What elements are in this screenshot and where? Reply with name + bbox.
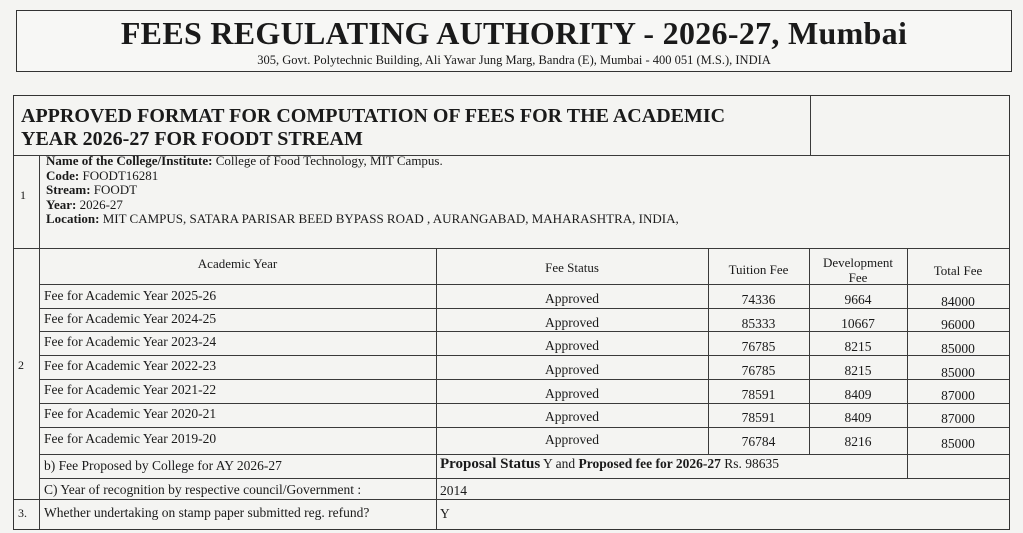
row-academic-year: Fee for Academic Year 2020-21 <box>44 406 217 421</box>
row-academic-year: Fee for Academic Year 2022-23 <box>44 358 217 373</box>
recognition-value: 2014 <box>440 483 467 498</box>
row-academic-year: Fee for Academic Year 2023-24 <box>44 334 217 349</box>
row-academic-year: Fee for Academic Year 2019-20 <box>44 431 217 446</box>
row-total-fee: 87000 <box>941 411 975 426</box>
row-fee-status: Approved <box>545 409 599 424</box>
row-line <box>39 478 1009 479</box>
row-line <box>39 308 1009 309</box>
stream-value: FOODT <box>93 182 138 198</box>
row-tuition-fee: 85333 <box>741 316 776 331</box>
number-column-divider <box>39 155 40 529</box>
row-fee-status: Approved <box>545 315 599 330</box>
row-total-fee: 84000 <box>941 294 975 309</box>
row-line <box>39 454 1009 455</box>
row-development-fee: 9664 <box>844 292 872 307</box>
row-development-fee: 8409 <box>844 387 872 402</box>
row-total-fee: 96000 <box>941 317 975 332</box>
title-divider <box>810 96 811 155</box>
row-tuition-fee: 76784 <box>741 434 776 449</box>
year-label: Year: <box>46 196 77 212</box>
college-name-value: College of Food Technology, MIT Campus. <box>215 153 443 168</box>
undertaking-label: Whether undertaking on stamp paper submitted reg. refund? <box>44 505 370 520</box>
header-development-line2: Fee <box>848 270 868 285</box>
row-total-fee: 85000 <box>941 365 975 380</box>
header-academic-year: Academic Year <box>197 256 278 271</box>
header-fee-status: Fee Status <box>545 260 599 275</box>
row-development-fee: 8216 <box>844 434 872 449</box>
row-total-fee: 85000 <box>941 436 975 451</box>
authority-title: FEES REGULATING AUTHORITY - 2026-27, Mumbai <box>120 15 908 51</box>
row-tuition-fee: 78591 <box>741 410 776 425</box>
row-academic-year: Fee for Academic Year 2024-25 <box>44 311 217 326</box>
row-line <box>39 355 1009 356</box>
undertaking-value: Y <box>440 506 450 521</box>
recognition-label: C) Year of recognition by respective council/Government : <box>44 482 362 497</box>
row-development-fee: 8215 <box>844 339 872 354</box>
proposed-fee-2026-label: Proposed fee for 2026-27 <box>578 456 721 471</box>
row-academic-year: Fee for Academic Year 2025-26 <box>44 288 217 303</box>
authority-address: 305, Govt. Polytechnic Building, Ali Yawar Jung Marg, Bandra (E), Mumbai - 400 051 (M.S.), INDIA <box>257 53 771 67</box>
section1-number: 1 <box>20 188 26 202</box>
row-development-fee: 10667 <box>841 316 875 331</box>
location-label: Location: <box>46 211 100 227</box>
college-info <box>46 154 679 227</box>
row-tuition-fee: 78591 <box>741 387 776 402</box>
proposal-status-label: Proposal Status <box>440 456 541 472</box>
row-line <box>39 427 1009 428</box>
header-tuition-fee: Tuition Fee <box>728 262 789 277</box>
row-tuition-fee: 76785 <box>741 363 776 378</box>
fee-form <box>13 95 1010 530</box>
row-total-fee: 87000 <box>941 388 975 403</box>
form-title-line1: APPROVED FORMAT FOR COMPUTATION OF FEES FOR THE ACADEMIC <box>21 105 726 127</box>
header-development-line1: Development <box>822 255 894 270</box>
row-academic-year: Fee for Academic Year 2021-22 <box>44 382 217 397</box>
section3-number: 3. <box>18 506 27 520</box>
row-fee-status: Approved <box>545 386 599 401</box>
row-tuition-fee: 76785 <box>741 339 776 354</box>
proposed-fee-2026-value: Rs. 98635 <box>724 456 780 471</box>
row-fee-status: Approved <box>545 362 599 377</box>
row-development-fee: 8409 <box>844 410 872 425</box>
row-line <box>39 403 1009 404</box>
college-name-label: Name of the College/Institute: <box>46 153 213 168</box>
header-total-fee: Total Fee <box>933 263 983 278</box>
code-value: FOODT16281 <box>82 167 159 183</box>
location-value: MIT CAMPUS, SATARA PARISAR BEED BYPASS ROAD , AURANGABAD, MAHARASHTRA, INDIA, <box>102 211 679 227</box>
row-tuition-fee: 74336 <box>741 292 776 307</box>
section2-bottom-line <box>14 499 1009 500</box>
section1-bottom-line <box>14 248 1009 249</box>
header-development-fee <box>809 255 907 285</box>
stream-label: Stream: <box>46 182 91 198</box>
form-title-line2: YEAR 2026-27 FOR FOODT STREAM <box>21 128 363 150</box>
authority-header <box>16 10 1012 72</box>
row-line <box>39 379 1009 380</box>
year-value: 2026-27 <box>79 196 123 212</box>
row-development-fee: 8215 <box>844 363 872 378</box>
proposed-fee-label: b) Fee Proposed by College for AY 2026-27 <box>44 458 282 473</box>
code-label: Code: <box>46 167 80 183</box>
row-total-fee: 85000 <box>941 341 975 356</box>
row-fee-status: Approved <box>545 291 599 306</box>
section2-number: 2 <box>18 358 24 372</box>
row-fee-status: Approved <box>545 338 599 353</box>
row-fee-status: Approved <box>545 432 599 447</box>
proposal-status-line <box>440 456 779 473</box>
proposal-status-value: Y and <box>543 456 576 471</box>
form-title <box>21 105 811 151</box>
